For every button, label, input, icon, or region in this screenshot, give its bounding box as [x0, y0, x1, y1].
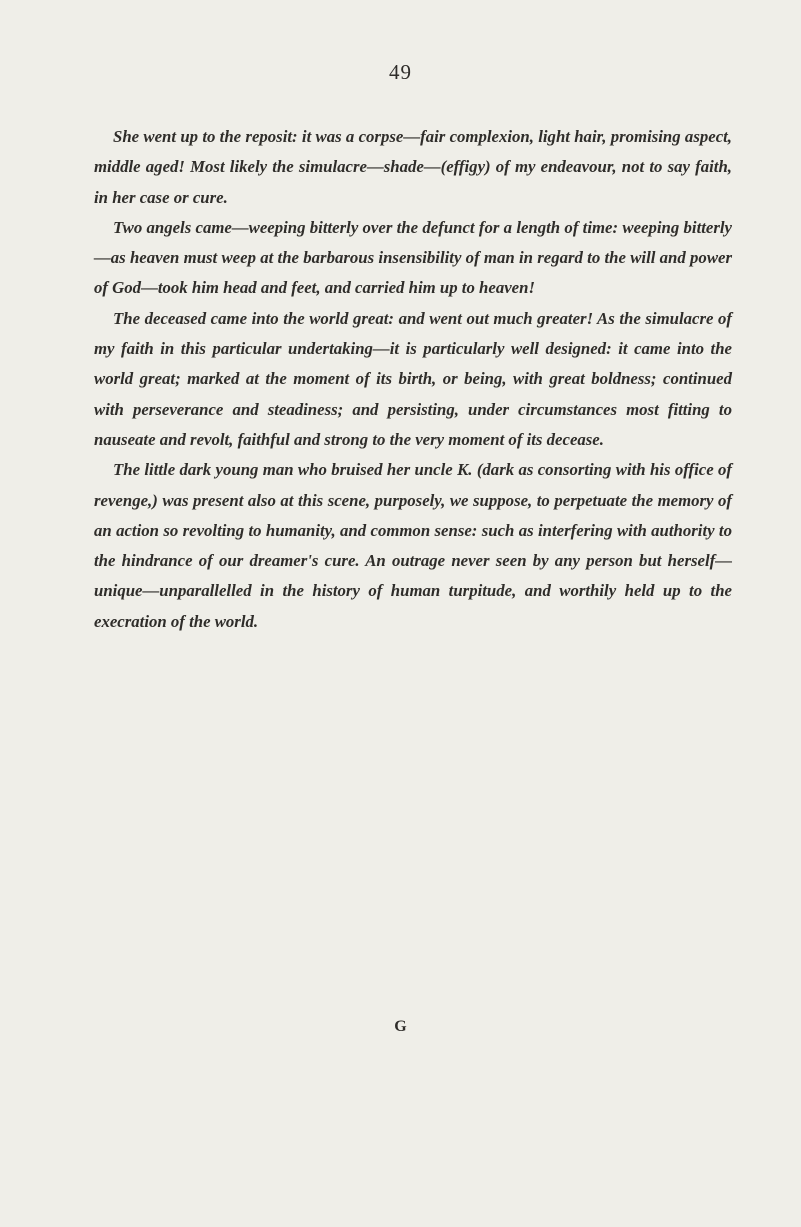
paragraph: The little dark young man who bruised her uncle K. (dark as consorting with his office of revenge,) was present also at this scene, purposely, we suppose, to perpetuate the memory of an action so revolting to humanity, and common sense: such as interfering with authority to the hindrance of our dreamer's cure. An outrage never seen by any person but herself—unique—unparallelled in the history of human turpitude, and worthily held up to the execration of the world. — [94, 460, 732, 631]
signature-mark: G — [394, 1018, 407, 1035]
paragraph: She went up to the reposit: it was a corpse—fair complexion, light hair, promising aspect, middle aged! Most likely the simulacre—shade—(effigy) of my endeavour, not to say faith, in her case or cure. — [94, 127, 732, 207]
page-number: 49 — [389, 60, 412, 84]
paragraph: The deceased came into the world great: and went out much greater! As the simulacre of my faith in this particular undertaking—it is particularly well designed: it came into the world great; marked at the moment of its birth, or being, with great boldness; continued with perseverance and steadiness; and persisting, under circumstances most fitting to nauseate and revolt, faithful and strong to the very moment of its decease. — [94, 308, 732, 449]
paragraph: Two angels came—weeping bitterly over the defunct for a length of time: weeping bitterly—as heaven must weep at the barbarous insensibility of man in regard to the will and power of God—took him head and feet, and carried him up to heaven! — [94, 217, 732, 298]
body-text — [94, 122, 732, 637]
